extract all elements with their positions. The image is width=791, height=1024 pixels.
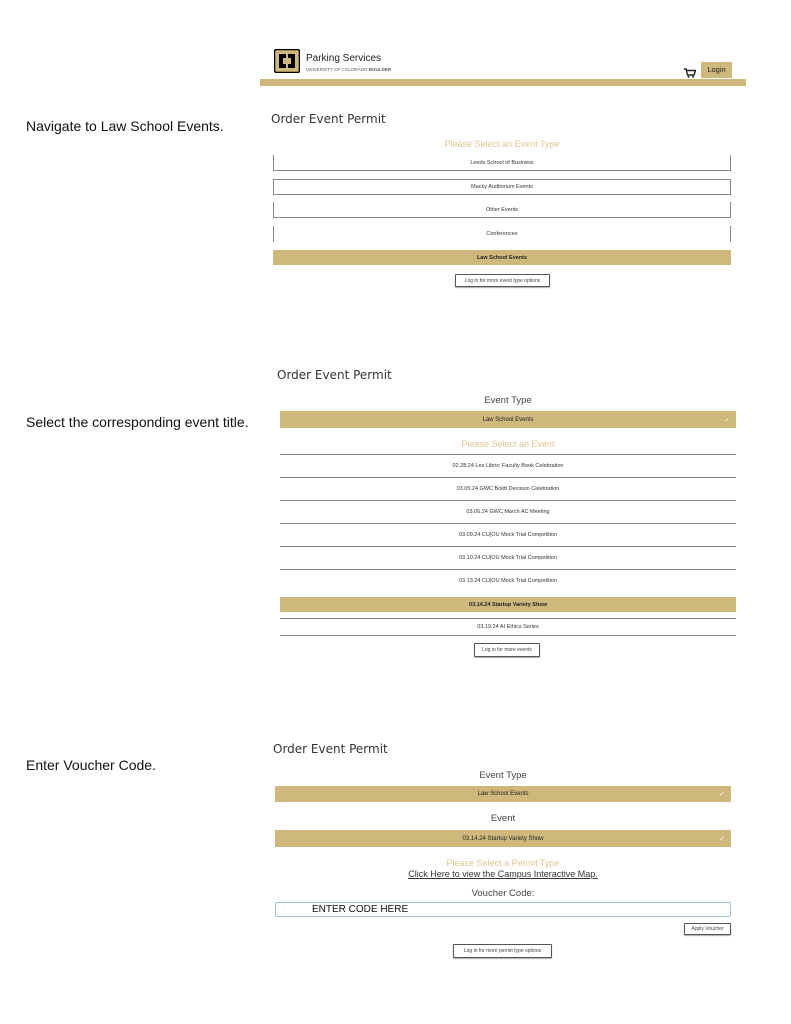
panel2-title: Order Event Permit (277, 368, 392, 382)
panel2-prompt: Please Select an Event (461, 439, 555, 449)
event-option[interactable] (280, 477, 736, 500)
site-header (260, 44, 746, 86)
panel3-event-type-label: Event Type (479, 770, 527, 781)
instruction-step-1: Navigate to Law School Events. (26, 118, 224, 134)
selected-label: Law School Events (477, 791, 529, 797)
event-option[interactable] (280, 569, 736, 592)
cart-icon[interactable] (684, 65, 696, 75)
brand-sub-bold: BOULDER (368, 67, 391, 72)
checkmark-icon: ✓ (719, 791, 725, 798)
login-more-permit-types-button[interactable] (453, 944, 552, 958)
selected-label: Law School Events (482, 416, 534, 423)
event-type-option[interactable] (273, 179, 731, 195)
option-label: Leeds School of Business (470, 159, 534, 166)
campus-map-link[interactable]: Click Here to view the Campus Interactive Map. (408, 869, 598, 879)
event-option[interactable] (280, 500, 736, 523)
option-label: Other Events (485, 206, 519, 213)
event-type-option[interactable] (273, 155, 731, 171)
cu-logo (274, 49, 300, 73)
event-label: 03.10.24 CU|OU Mock Trial Competition (458, 555, 558, 561)
brand-subtitle (306, 67, 391, 72)
panel3-event-type-selected[interactable] (275, 786, 731, 802)
button-label: Log in for more event type options (464, 277, 541, 284)
panel3-prompt: Please Select a Permit Type (446, 858, 560, 868)
event-type-selected[interactable] (273, 250, 731, 265)
selected-label: 03.14.24 Startup Variety Show (462, 835, 544, 842)
event-type-option[interactable] (273, 202, 731, 218)
voucher-code-input[interactable] (275, 902, 731, 917)
event-label: 03.14.24 Startup Variety Show (469, 601, 547, 608)
option-label: Macky Auditorium Events (471, 184, 533, 190)
instruction-step-3: Enter Voucher Code. (26, 757, 156, 773)
event-label: 03.06.24 GWC March AC Meeting (466, 509, 550, 515)
event-type-option[interactable] (273, 226, 731, 242)
panel1-title: Order Event Permit (271, 112, 386, 126)
panel3-event-selected[interactable] (275, 830, 731, 847)
instruction-step-2: Select the corresponding event title. (26, 414, 249, 430)
checkmark-icon: ✓ (719, 835, 725, 843)
login-button[interactable]: Login (701, 62, 732, 78)
button-label: Apply Voucher (691, 926, 724, 932)
event-option[interactable] (280, 546, 736, 569)
button-label: Log in for more permit type options (463, 948, 542, 954)
event-option[interactable] (280, 454, 736, 477)
voucher-code-label: Voucher Code: (471, 888, 535, 899)
map-link-label: Click Here to view the Campus Interactive Map (408, 869, 596, 879)
event-label: 02.28.24 Lex Libris: Faculty Book Celebration (452, 463, 564, 469)
event-label: 03.19.24 AI Ethics Series (477, 624, 539, 630)
button-label: Log in for more events (482, 647, 532, 653)
checkmark-icon: ✓ (724, 416, 730, 424)
panel2-event-type-selected[interactable] (280, 411, 736, 428)
event-label: 03.05.24 GWC Boldt Decision Celebration (456, 486, 560, 492)
panel3-event-label: Event (490, 813, 516, 824)
panel2-event-type-label: Event Type (484, 395, 532, 406)
event-option[interactable] (280, 523, 736, 546)
login-more-event-types-button[interactable] (455, 274, 550, 287)
apply-voucher-button[interactable] (684, 923, 731, 935)
login-more-events-button[interactable] (474, 643, 540, 657)
event-label: 03.13.24 CU|OU Mock Trial Competition (458, 578, 558, 584)
selected-label: Law School Events (476, 254, 528, 261)
brand-sub-prefix: UNIVERSITY OF COLORADO (306, 67, 368, 72)
header-gold-bar (260, 79, 746, 86)
option-label: Conferences (486, 231, 518, 237)
brand-title: Parking Services (306, 53, 382, 64)
event-label: 03.09.24 CU|OU Mock Trial Competition (458, 532, 558, 538)
panel3-title: Order Event Permit (273, 742, 388, 756)
voucher-code-value: ENTER CODE HERE (312, 904, 409, 915)
panel1-prompt: Please Select an Event Type (444, 139, 560, 149)
event-option[interactable] (280, 618, 736, 636)
event-option-selected[interactable] (280, 597, 736, 612)
